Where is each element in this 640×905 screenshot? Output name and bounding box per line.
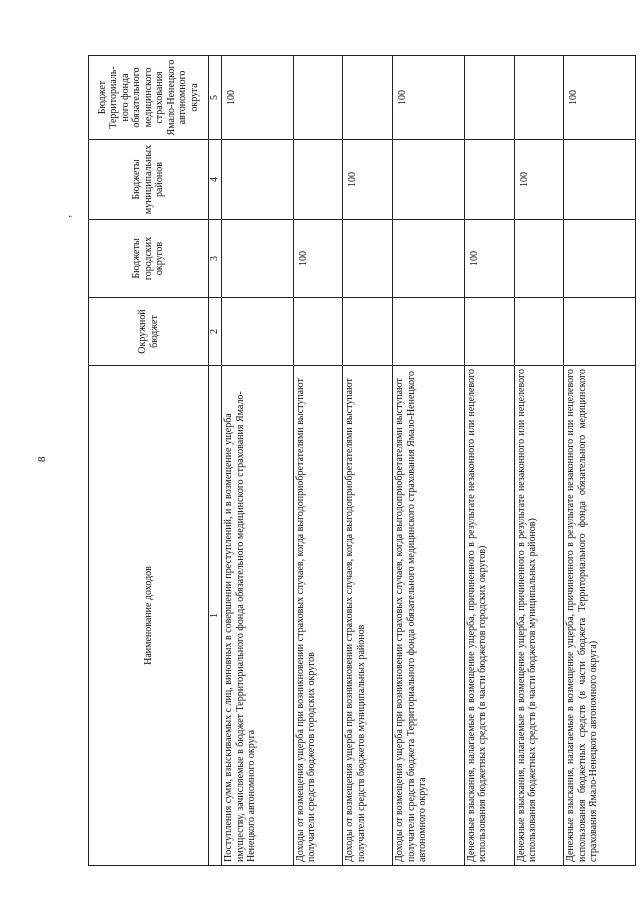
row-tfoms-cell bbox=[464, 56, 514, 140]
revenue-table-sheet bbox=[88, 56, 636, 866]
col-number: 5 bbox=[209, 56, 222, 140]
row-munic-cell bbox=[293, 140, 343, 220]
col-number: 4 bbox=[209, 140, 222, 220]
row-name-cell: Денежные взыскания, налагаемые в возмещение ущерба, причиненного в результате незаконного или нецелевого использования бюджетных средств (в части бюджета Территориального фонда обязательного медицинского страхования Ямало-Ненецкого автономного округа) bbox=[564, 366, 636, 866]
table-row bbox=[293, 56, 343, 866]
row-munic-cell: 100 bbox=[514, 140, 564, 220]
row-tfoms-cell bbox=[514, 56, 564, 140]
header-gorod: Бюджеты городских округов bbox=[89, 220, 209, 298]
row-gorod-cell: 100 bbox=[293, 220, 343, 298]
row-tfoms-cell: 100 bbox=[393, 56, 465, 140]
header-okrug: Окружной бюджет bbox=[89, 298, 209, 366]
row-tfoms-cell: 100 bbox=[222, 56, 294, 140]
row-tfoms-cell bbox=[343, 56, 393, 140]
row-gorod-cell bbox=[564, 220, 636, 298]
row-okrug-cell bbox=[222, 298, 294, 366]
table-row bbox=[464, 56, 514, 866]
revenue-distribution-table bbox=[88, 55, 636, 866]
row-okrug-cell bbox=[514, 298, 564, 366]
corner-mark: ’ bbox=[68, 214, 79, 218]
row-tfoms-cell bbox=[293, 56, 343, 140]
row-name-cell: Денежные взыскания, налагаемые в возмещение ущерба, причиненного в результате незаконного или нецелевого использования бюджетных средств (в части бюджетов городских округов) bbox=[464, 366, 514, 866]
row-okrug-cell bbox=[564, 298, 636, 366]
page-number: 8 bbox=[36, 456, 48, 462]
row-munic-cell bbox=[222, 140, 294, 220]
row-okrug-cell bbox=[464, 298, 514, 366]
row-name-cell: Поступления сумм, взыскиваемых с лиц, виновных в совершении преступлений, и в возмещение ущерба имуществу, зачисляемые в бюджет Территориального фонда обязательного медицинского страхования Ямало-Ненецкого автономного округа bbox=[222, 366, 294, 866]
table-row bbox=[564, 56, 636, 866]
row-okrug-cell bbox=[293, 298, 343, 366]
col-number: 3 bbox=[209, 220, 222, 298]
row-munic-cell bbox=[564, 140, 636, 220]
table-row bbox=[343, 56, 393, 866]
row-gorod-cell bbox=[343, 220, 393, 298]
row-tfoms-cell: 100 bbox=[564, 56, 636, 140]
row-name-cell: Денежные взыскания, налагаемые в возмещение ущерба, причиненного в результате незаконного или нецелевого использования бюджетных средств (в части бюджетов муниципальных районов) bbox=[514, 366, 564, 866]
row-name-cell: Доходы от возмещения ущерба при возникновении страховых случаев, когда выгодоприобретателями выступают получатели средств бюджетов муниципальных районов bbox=[343, 366, 393, 866]
row-munic-cell: 100 bbox=[343, 140, 393, 220]
header-munic: Бюджеты муниципальных районов bbox=[89, 140, 209, 220]
table-row bbox=[222, 56, 294, 866]
row-gorod-cell bbox=[393, 220, 465, 298]
row-munic-cell bbox=[393, 140, 465, 220]
row-gorod-cell: 100 bbox=[464, 220, 514, 298]
row-name-cell: Доходы от возмещения ущерба при возникновении страховых случаев, когда выгодоприобретателями выступают получатели средств бюджета Территориального фонда обязательного медицинского страхования Ямало-Ненецкого автономного округа bbox=[393, 366, 465, 866]
table-row bbox=[393, 56, 465, 866]
row-okrug-cell bbox=[343, 298, 393, 366]
row-munic-cell bbox=[464, 140, 514, 220]
row-gorod-cell bbox=[222, 220, 294, 298]
col-number: 2 bbox=[209, 298, 222, 366]
header-name: Наименование доходов bbox=[89, 366, 209, 866]
row-gorod-cell bbox=[514, 220, 564, 298]
row-okrug-cell bbox=[393, 298, 465, 366]
header-tfoms: Бюджет Территориаль-ного фонда обязательного медицинского страхования Ямало-Ненецкого автономного округа bbox=[89, 56, 209, 140]
row-name-cell: Доходы от возмещения ущерба при возникновении страховых случаев, когда выгодоприобретателями выступают получатели средств бюджетов городских округов bbox=[293, 366, 343, 866]
col-number: 1 bbox=[209, 366, 222, 866]
table-row bbox=[514, 56, 564, 866]
